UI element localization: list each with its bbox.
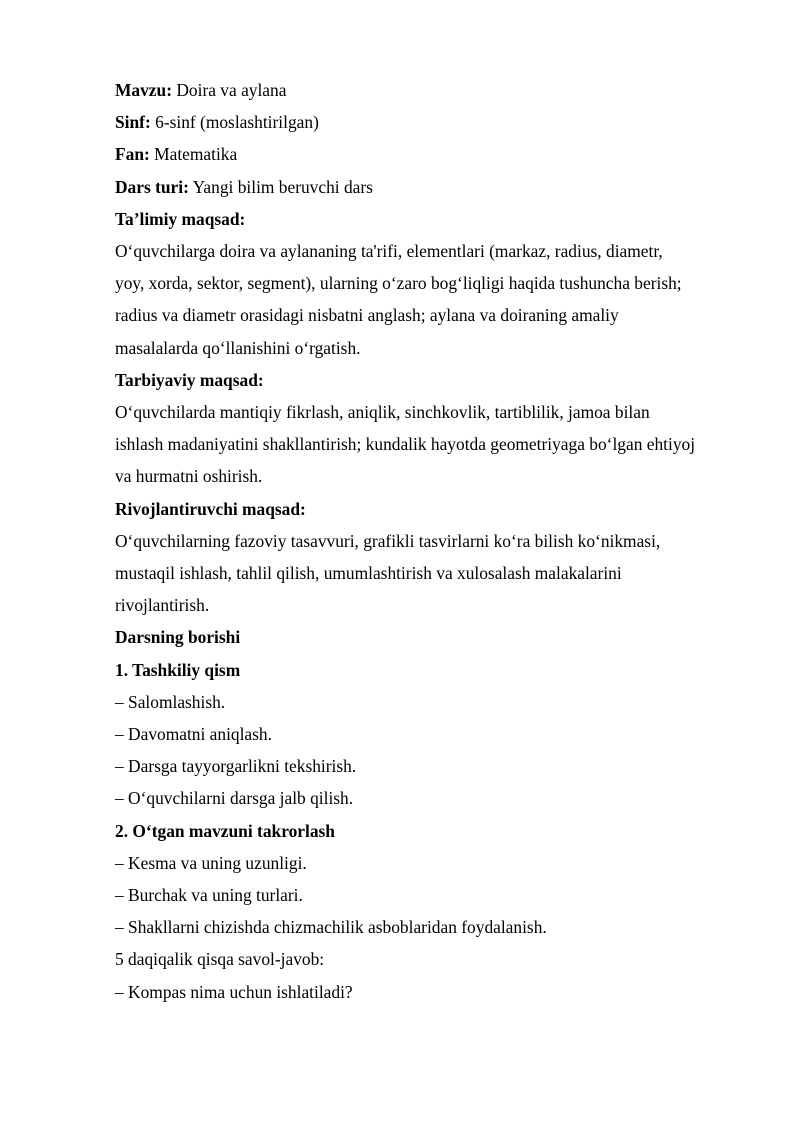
section2-heading <box>115 815 755 847</box>
meta-lesson-type <box>115 171 755 203</box>
goal-developmental-line: mustaqil ishlash, tahlil qilish, umumlashtirish va xulosalash malakalarini <box>115 563 622 584</box>
goal-upbringing-line: O‘quvchilarda mantiqiy fikrlash, aniqlik, sinchkovlik, tartiblilik, jamoa bilan <box>115 402 650 423</box>
section1-heading <box>115 654 755 686</box>
list-item: – Burchak va uning turlari. <box>115 885 303 906</box>
goal-educational-line: radius va diametr orasidagi nisbatni anglash; aylana va doiraning amaliy <box>115 305 619 326</box>
meta-subject <box>115 138 755 170</box>
meta-grade <box>115 106 755 138</box>
list-item: – Salomlashish. <box>115 691 226 712</box>
section1-heading-text: 1. Tashkiliy qism <box>115 659 241 680</box>
goal-educational-line: O‘quvchilarga doira va aylananing ta'rifi, elementlari (markaz, radius, diametr, <box>115 241 663 262</box>
meta-lesson-type-label: Dars turi: <box>115 176 189 197</box>
lesson-heading <box>115 621 755 653</box>
list-item: – O‘quvchilarni darsga jalb qilish. <box>115 788 354 809</box>
goal-developmental-heading <box>115 493 755 525</box>
list-item: – Darsga tayyorgarlikni tekshirish. <box>115 756 357 777</box>
goal-developmental-line: rivojlantirish. <box>115 595 210 616</box>
list-item: – Kesma va uning uzunligi. <box>115 852 307 873</box>
list-item: – Davomatni aniqlash. <box>115 724 272 745</box>
goal-educational-line: masalalarda qo‘llanishini o‘rgatish. <box>115 337 361 358</box>
goal-developmental-heading-text: Rivojlantiruvchi maqsad: <box>115 498 306 519</box>
meta-grade-label: Sinf: <box>115 112 151 133</box>
goal-upbringing-line: va hurmatni oshirish. <box>115 466 263 487</box>
meta-subject-label: Fan: <box>115 144 150 165</box>
goal-upbringing-heading <box>115 364 755 396</box>
meta-subject-value: Matematika <box>154 144 238 165</box>
question-item: – Kompas nima uchun ishlatiladi? <box>115 981 353 1002</box>
meta-topic-value: Doira va aylana <box>176 80 287 100</box>
list-item: – Shakllarni chizishda chizmachilik asboblaridan foydalanish. <box>115 917 547 938</box>
goal-upbringing-heading-text: Tarbiyaviy maqsad: <box>115 369 264 390</box>
meta-grade-value: 6-sinf (moslashtirilgan) <box>155 112 319 133</box>
document-page <box>115 74 755 1008</box>
goal-educational-line: yoy, xorda, sektor, segment), ularning o‘zaro bog‘liqligi haqida tushuncha berish; <box>115 273 682 294</box>
goal-upbringing-line: ishlash madaniyatini shakllantirish; kundalik hayotda geometriyaga bo‘lgan ehtiyoj <box>115 434 696 455</box>
meta-topic-label: Mavzu: <box>115 80 172 100</box>
goal-developmental-line: O‘quvchilarning fazoviy tasavvuri, grafikli tasvirlarni ko‘ra bilish ko‘nikmasi, <box>115 530 661 551</box>
goal-educational-heading-text: Ta’limiy maqsad: <box>115 208 246 229</box>
meta-lesson-type-value: Yangi bilim beruvchi dars <box>192 176 373 197</box>
section2-heading-text: 2. O‘tgan mavzuni takrorlash <box>115 820 335 841</box>
meta-topic <box>115 74 755 106</box>
qa-intro: 5 daqiqalik qisqa savol-javob: <box>115 949 325 970</box>
lesson-heading-text: Darsning borishi <box>115 627 241 648</box>
goal-educational-heading <box>115 203 755 235</box>
